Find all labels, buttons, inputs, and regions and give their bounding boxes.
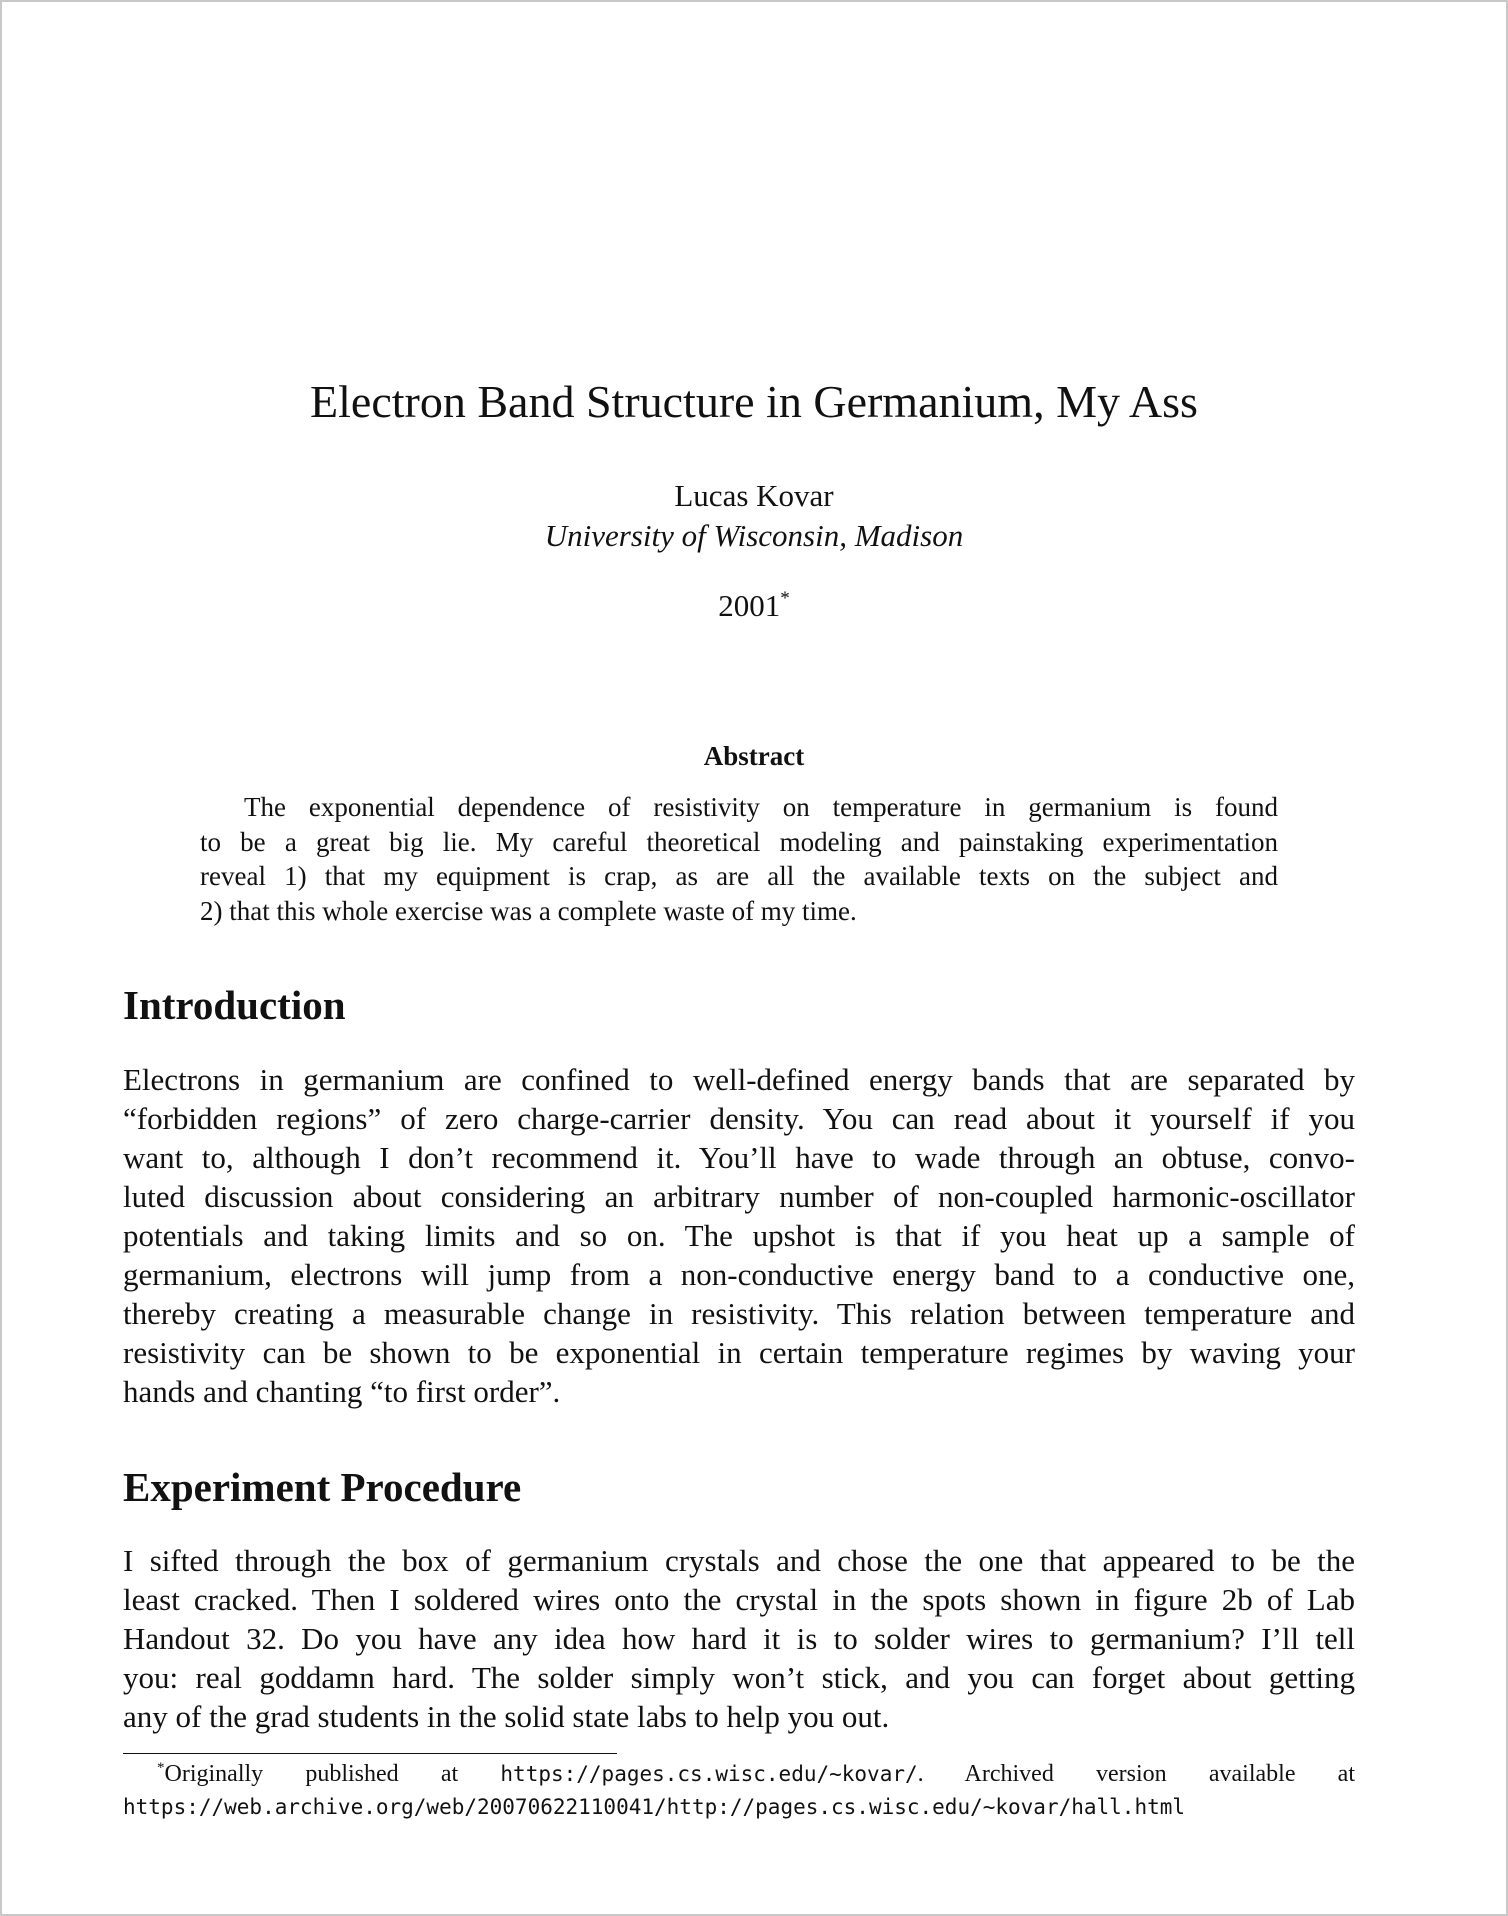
body-line: resistivity can be shown to be exponential in certain temperature regimes by waving your: [123, 1335, 1355, 1370]
body-line: thereby creating a measurable change in resistivity. This relation between temperature and: [123, 1296, 1355, 1331]
author-affiliation: University of Wisconsin, Madison: [544, 518, 964, 553]
footnote-original-url[interactable]: https://pages.cs.wisc.edu/~kovar/: [500, 1762, 918, 1786]
footnote-line: [123, 1758, 1355, 1791]
body-line: Electrons in germanium are confined to well-defined energy bands that are separated by: [123, 1062, 1355, 1097]
introduction-body: [123, 1060, 1355, 1411]
author-name: Lucas Kovar: [674, 478, 834, 513]
body-line: germanium, electrons will jump from a non-conductive energy band to a conductive one,: [123, 1257, 1355, 1292]
experiment-procedure-body: [123, 1541, 1355, 1736]
date-text: 2001: [718, 588, 781, 623]
abstract-body: [200, 790, 1278, 928]
abstract-heading: Abstract: [703, 741, 805, 771]
body-line: any of the grad students in the solid state labs to help you out.: [123, 1699, 890, 1734]
section-heading-introduction: Introduction: [123, 982, 346, 1028]
body-line: “forbidden regions” of zero charge-carrier density. You can read about it yourself if you: [123, 1101, 1355, 1136]
body-line: you: real goddamn hard. The solder simply won’t stick, and you can forget about getting: [123, 1660, 1355, 1695]
body-line: Handout 32. Do you have any idea how hard it is to solder wires to germanium? I’ll tell: [123, 1621, 1355, 1656]
abstract-line: to be a great big lie. My careful theoretical modeling and painstaking experimentation: [200, 826, 1278, 857]
body-line: want to, although I don’t recommend it. You’ll have to wade through an obtuse, convo-: [123, 1140, 1355, 1175]
date-footnote-mark: *: [780, 588, 790, 609]
paper-title: Electron Band Structure in Germanium, My Ass: [310, 376, 1198, 427]
abstract-line: 2) that this whole exercise was a complete waste of my time.: [200, 895, 857, 926]
footnote: [123, 1758, 1355, 1824]
body-line: potentials and taking limits and so on. The upshot is that if you heat up a sample of: [123, 1218, 1355, 1253]
abstract-line: The exponential dependence of resistivity on temperature in germanium is found: [244, 792, 1278, 822]
footnote-mark: *: [157, 1760, 165, 1776]
body-line: I sifted through the box of germanium crystals and chose the one that appeared to be the: [123, 1543, 1355, 1578]
body-line: hands and chanting “to first order”.: [123, 1374, 561, 1409]
abstract-line: reveal 1) that my equipment is crap, as are all the available texts on the subject and: [200, 861, 1278, 891]
section-heading-experiment-procedure: Experiment Procedure: [123, 1464, 522, 1510]
body-line: least cracked. Then I soldered wires onto the crystal in the spots shown in figure 2b of Lab: [123, 1582, 1355, 1617]
publication-date: [2, 586, 1506, 626]
footnote-archive-url[interactable]: https://web.archive.org/web/20070622110041/http://pages.cs.wisc.edu/~kovar/hall.html: [123, 1795, 1186, 1819]
footnote-text: Originally published at: [164, 1761, 501, 1787]
footnote-rule: [123, 1753, 617, 1754]
body-line: luted discussion about considering an arbitrary number of non-coupled harmonic-oscillator: [123, 1179, 1355, 1214]
footnote-text: . Archived version available at: [917, 1761, 1356, 1787]
